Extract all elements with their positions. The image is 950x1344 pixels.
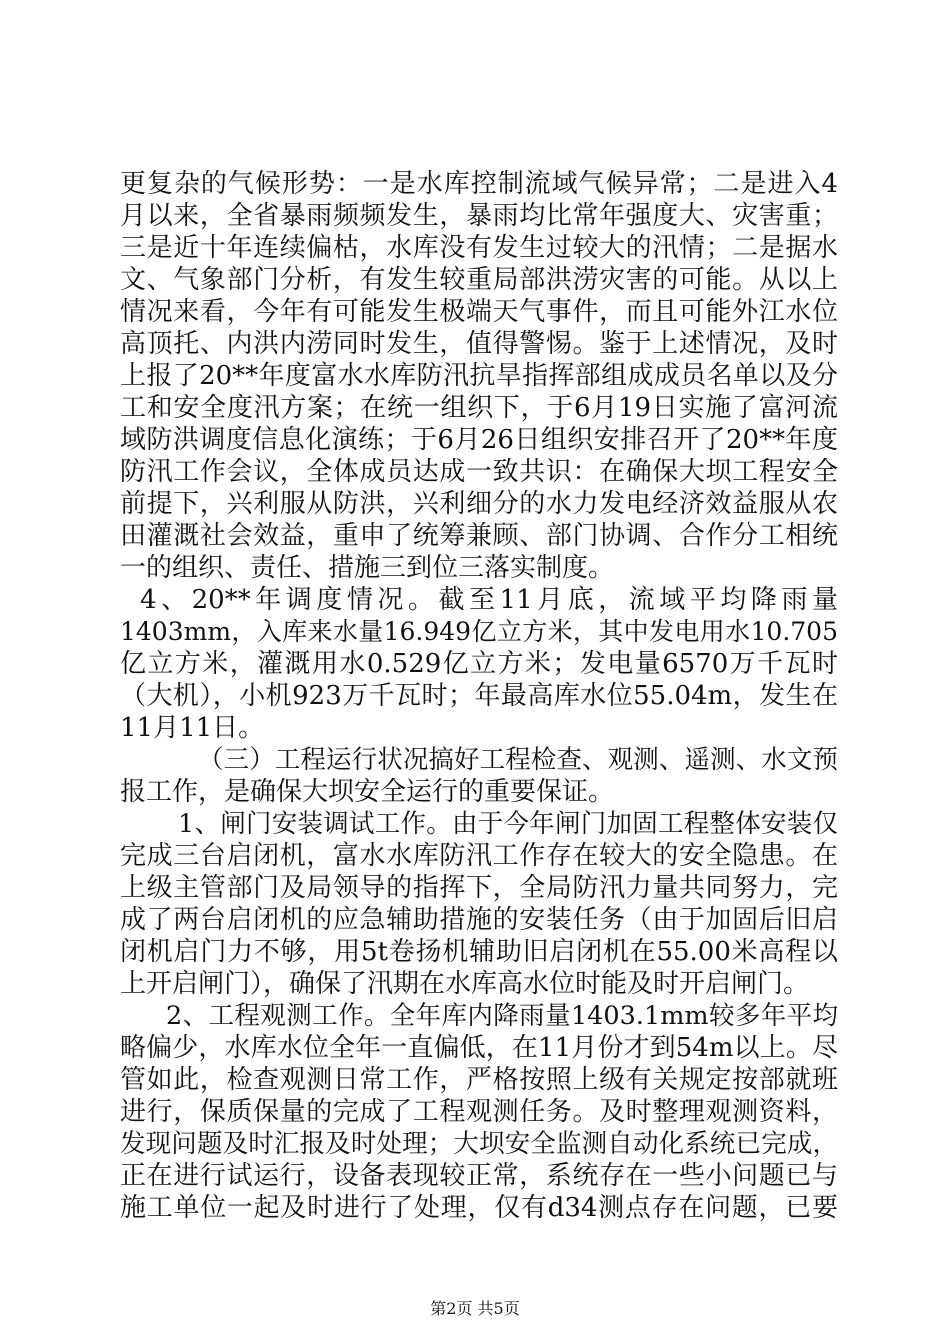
text-line: 略偏少，水库水位全年一直偏低，在11月份才到54m以上。尽 bbox=[120, 1033, 838, 1063]
text-line: 高顶托、内洪内涝同时发生，值得警惕。鉴于上述情况，及时 bbox=[120, 329, 838, 359]
text-line: 正在进行试运行，设备表现较正常，系统存在一些小问题已与 bbox=[120, 1161, 838, 1191]
text-line: 管如此，检查观测日常工作，严格按照上级有关规定按部就班 bbox=[120, 1065, 838, 1095]
text-line: 工和安全度汛方案；在统一组织下，于6月19日实施了富河流 bbox=[120, 393, 838, 423]
text-line: 上报了20**年度富水水库防汛抗旱指挥部组成成员名单以及分 bbox=[120, 361, 838, 391]
text-line: 情况来看，今年有可能发生极端天气事件，而且可能外江水位 bbox=[120, 297, 838, 327]
text-line: 文、气象部门分析，有发生较重局部洪涝灾害的可能。从以上 bbox=[120, 265, 838, 295]
paragraph-first-line: 1、闸门安装调试工作。由于今年闸门加固工程整体安装仅 bbox=[178, 809, 838, 839]
text-line: 施工单位一起及时进行了处理，仅有d34测点存在问题，已要 bbox=[120, 1193, 838, 1223]
text-line: 一的组织、责任、措施三到位三落实制度。 bbox=[120, 553, 615, 583]
text-line: 发现问题及时汇报及时处理；大坝安全监测自动化系统已完成， bbox=[120, 1129, 838, 1159]
text-line: 月以来，全省暴雨频频发生，暴雨均比常年强度大、灾害重； bbox=[120, 201, 838, 231]
text-line: 1403mm，入库来水量16.949亿立方米，其中发电用水10.705 bbox=[120, 617, 838, 646]
page-footer: 第2页 共5页 bbox=[430, 1299, 520, 1318]
text-line: 亿立方米，灌溉用水0.529亿立方米；发电量6570万千瓦时 bbox=[120, 649, 838, 679]
document-body bbox=[120, 168, 838, 1224]
text-line: 域防洪调度信息化演练；于6月26日组织安排召开了20**年度 bbox=[120, 425, 838, 455]
text-line: 上开启闸门），确保了汛期在水库高水位时能及时开启闸门。 bbox=[120, 969, 810, 999]
section-heading-line: （三）工程运行状况搞好工程检查、观测、遥测、水文预 bbox=[198, 745, 838, 775]
text-line: 报工作，是确保大坝安全运行的重要保证。 bbox=[120, 777, 615, 807]
text-line: 成了两台启闭机的应急辅助措施的安装任务（由于加固后旧启 bbox=[120, 905, 838, 935]
text-line: 田灌溉社会效益，重申了统筹兼顾、部门协调、合作分工相统 bbox=[120, 521, 838, 551]
paragraph-first-line: 2、工程观测工作。全年库内降雨量1403.1mm较多年平均 bbox=[166, 1001, 838, 1031]
text-line: 上级主管部门及局领导的指挥下，全局防汛力量共同努力，完 bbox=[120, 873, 838, 903]
text-line: 防汛工作会议，全体成员达成一致共识：在确保大坝工程安全 bbox=[120, 457, 838, 487]
text-line: （大机），小机923万千瓦时；年最高库水位55.04m，发生在 bbox=[120, 681, 838, 711]
text-line: 11月11日。 bbox=[120, 713, 265, 743]
text-line: 进行，保质保量的完成了工程观测任务。及时整理观测资料， bbox=[120, 1097, 838, 1127]
text-line: 前提下，兴利服从防洪，兴利细分的水力发电经济效益服从农 bbox=[120, 489, 838, 519]
text-line: 三是近十年连续偏枯，水库没有发生过较大的汛情；二是据水 bbox=[120, 233, 838, 263]
text-line: 更复杂的气候形势：一是水库控制流域气候异常；二是进入4 bbox=[120, 169, 838, 199]
text-line: 闭机启门力不够，用5t卷扬机辅助旧启闭机在55.00米高程以 bbox=[120, 937, 838, 967]
paragraph-first-line: 4、20**年调度情况。截至11月底，流域平均降雨量 bbox=[140, 585, 838, 615]
text-line: 完成三台启闭机，富水水库防汛工作存在较大的安全隐患。在 bbox=[120, 841, 838, 871]
